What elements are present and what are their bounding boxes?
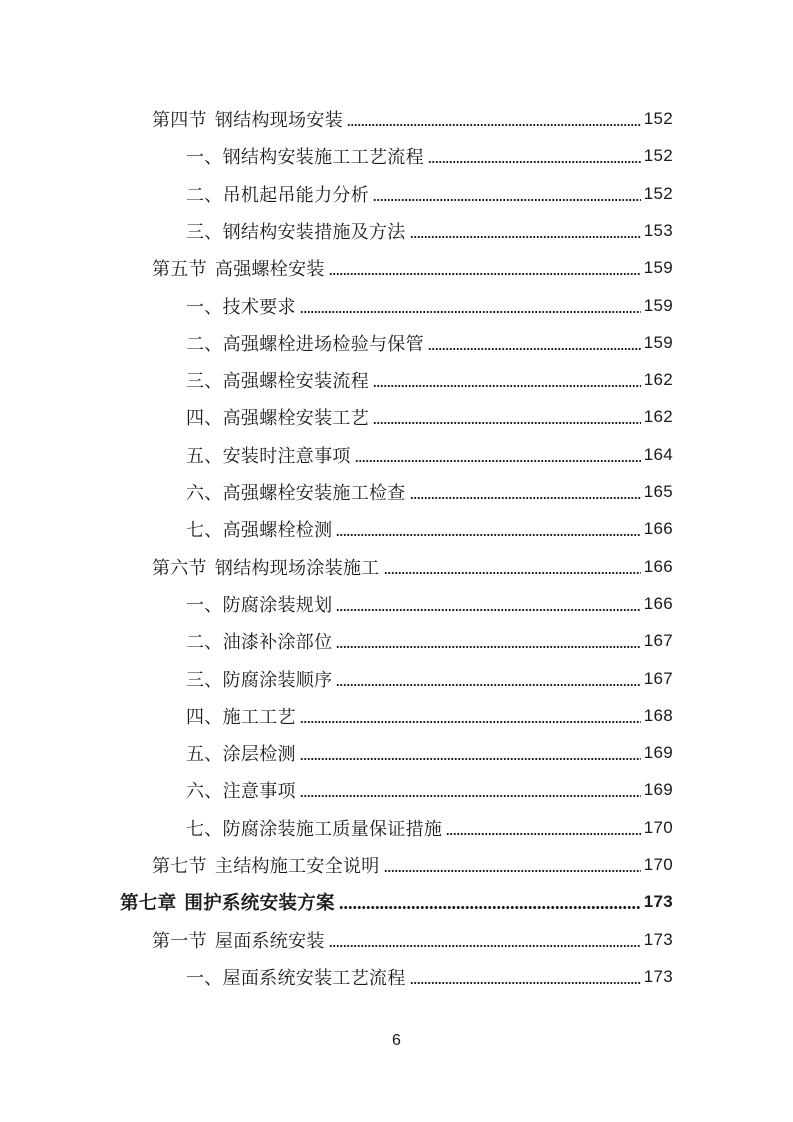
toc-entry-prefix: 三、 <box>186 221 223 243</box>
toc-entry-prefix: 一、 <box>186 296 223 318</box>
toc-entry-page-number: 173 <box>643 966 673 986</box>
toc-entry-title: 高强螺栓安装施工检查 <box>222 483 406 504</box>
toc-entry-prefix: 第一节 <box>152 930 207 952</box>
toc-entry-label <box>186 442 351 468</box>
toc-entry-title: 油漆补涂部位 <box>222 632 333 654</box>
toc-entry-prefix: 二、 <box>186 333 223 355</box>
toc-entry-label <box>186 964 406 990</box>
toc-entry-page-number: 153 <box>643 220 673 240</box>
toc-entry-title: 钢结构安装措施及方法 <box>222 221 406 243</box>
toc-entry-title: 注意事项 <box>222 781 296 803</box>
toc-entry-prefix: 二、 <box>186 632 223 654</box>
toc-entry-title: 高强螺栓检测 <box>222 520 333 542</box>
toc-entry-prefix: 一、 <box>186 147 223 169</box>
dot-leader <box>300 775 641 805</box>
toc-subsection-entry[interactable] <box>186 626 673 656</box>
dot-leader <box>300 701 641 731</box>
toc-entry-title: 钢结构安装施工工艺流程 <box>222 147 424 169</box>
toc-entry-page-number: 162 <box>643 370 673 390</box>
toc-entry-page-number: 152 <box>643 109 673 128</box>
toc-entry-page-number: 159 <box>643 258 673 278</box>
toc-entry-title: 施工工艺 <box>222 706 296 728</box>
dot-leader <box>355 440 641 470</box>
toc-subsection-entry[interactable] <box>186 775 673 805</box>
toc-entry-label <box>186 143 424 169</box>
toc-subsection-entry[interactable] <box>186 514 673 544</box>
toc-entry-prefix: 七、 <box>186 520 223 542</box>
toc-subsection-entry[interactable] <box>186 179 673 209</box>
toc-entry-page-number: 166 <box>643 556 673 576</box>
toc-entry-title: 高强螺栓安装 <box>214 259 325 281</box>
dot-leader <box>384 552 641 582</box>
toc-entry-title: 高强螺栓进场检验与保管 <box>222 333 424 355</box>
toc-entry-prefix: 七、 <box>186 818 223 840</box>
toc-entry-title: 安装时注意事项 <box>222 445 351 467</box>
toc-subsection-entry[interactable] <box>186 402 673 432</box>
toc-entry-page-number: 173 <box>643 892 673 912</box>
toc-entry-label <box>152 554 380 580</box>
toc-entry-label <box>186 293 296 319</box>
dot-leader <box>336 664 640 694</box>
toc-entry-title: 屋面系统安装 <box>214 930 325 952</box>
toc-entry-page-number: 173 <box>643 929 673 949</box>
toc-entry-page-number: 159 <box>643 295 673 315</box>
toc-entry-prefix: 第六节 <box>152 557 207 579</box>
toc-entry-page-number: 170 <box>643 855 673 874</box>
toc-section-entry[interactable] <box>152 925 673 955</box>
toc-entry-page-number: 170 <box>643 817 673 837</box>
toc-entry-label <box>186 815 442 841</box>
toc-subsection-entry[interactable] <box>186 962 673 992</box>
toc-subsection-entry[interactable] <box>186 738 673 768</box>
toc-entry-label <box>152 927 325 953</box>
page-number: 6 <box>392 1032 401 1049</box>
toc-entry-page-number: 152 <box>643 146 673 166</box>
toc-entry-page-number: 162 <box>643 407 673 427</box>
toc-entry-title: 高强螺栓安装流程 <box>222 371 370 393</box>
dot-leader <box>373 402 641 432</box>
dot-leader <box>446 813 641 843</box>
toc-entry-title: 技术要求 <box>222 296 296 318</box>
toc-entry-prefix: 三、 <box>186 371 223 393</box>
toc-chapter-entry[interactable] <box>120 887 673 917</box>
dot-leader <box>336 626 640 656</box>
dot-leader <box>373 365 641 395</box>
dot-leader <box>428 328 641 358</box>
toc-entry-label <box>186 330 424 356</box>
toc-entry-label <box>186 516 332 542</box>
toc-entry-title: 主结构施工安全说明 <box>214 856 380 877</box>
toc-subsection-entry[interactable] <box>186 365 673 395</box>
toc-entry-prefix: 第七节 <box>152 856 207 877</box>
toc-entry-title: 围护系统安装方案 <box>184 893 335 915</box>
toc-entry-prefix: 第四节 <box>152 110 207 131</box>
toc-entry-prefix: 第五节 <box>152 259 207 281</box>
toc-subsection-entry[interactable] <box>186 216 673 246</box>
dot-leader <box>336 514 640 544</box>
dot-leader <box>384 850 641 880</box>
dot-leader <box>300 738 641 768</box>
toc-entry-label <box>152 852 380 878</box>
toc-entry-title: 防腐涂装施工质量保证措施 <box>222 818 443 840</box>
toc-entry-label <box>186 367 369 393</box>
toc-entry-page-number: 168 <box>643 705 673 725</box>
toc-section-entry[interactable] <box>152 850 673 880</box>
toc-entry-label <box>186 703 296 729</box>
dot-leader <box>410 216 641 246</box>
toc-entry-title: 屋面系统安装工艺流程 <box>222 967 406 989</box>
toc-subsection-entry[interactable] <box>186 589 673 619</box>
toc-entry-label <box>186 479 406 505</box>
toc-entry-prefix: 六、 <box>186 483 223 504</box>
toc-entry-page-number: 164 <box>643 444 673 464</box>
toc-entry-title: 钢结构现场涂装施工 <box>214 557 380 579</box>
toc-subsection-entry[interactable] <box>186 477 673 507</box>
dot-leader <box>410 477 641 507</box>
toc-entry-prefix: 四、 <box>186 408 223 430</box>
toc-entry-prefix: 三、 <box>186 669 223 691</box>
toc-entry-prefix: 五、 <box>186 445 223 467</box>
dot-leader <box>428 141 641 171</box>
toc-entry-page-number: 166 <box>643 519 673 539</box>
toc-entry-label <box>120 889 335 915</box>
toc-entry-title: 高强螺栓安装工艺 <box>222 408 370 430</box>
toc-entry-page-number: 152 <box>643 183 673 203</box>
toc-entry-prefix: 一、 <box>186 594 223 616</box>
toc-entry-page-number: 166 <box>643 593 673 613</box>
toc-entry-prefix: 二、 <box>186 184 223 206</box>
toc-entry-page-number: 159 <box>643 332 673 352</box>
toc-entry-prefix: 五、 <box>186 744 223 766</box>
toc-entry-title: 涂层检测 <box>222 744 296 766</box>
toc-entry-page-number: 167 <box>643 631 673 651</box>
toc-entry-prefix: 第七章 <box>120 893 177 915</box>
dot-leader <box>339 887 641 917</box>
toc-entry-label <box>152 255 325 281</box>
toc-entry-prefix: 六、 <box>186 781 223 803</box>
toc-subsection-entry[interactable] <box>186 141 673 171</box>
toc-entry-title: 钢结构现场安装 <box>214 110 344 131</box>
dot-leader <box>329 253 641 283</box>
toc-section-entry[interactable] <box>152 253 673 283</box>
toc-entry-title: 防腐涂装顺序 <box>222 669 333 691</box>
dot-leader <box>329 925 641 955</box>
toc-subsection-entry[interactable] <box>186 664 673 694</box>
toc-entry-label <box>186 591 332 617</box>
toc-subsection-entry[interactable] <box>186 440 673 470</box>
toc-subsection-entry[interactable] <box>186 813 673 843</box>
toc-section-entry[interactable] <box>152 552 673 582</box>
dot-leader <box>300 291 641 321</box>
toc-entry-title: 防腐涂装规划 <box>222 594 333 616</box>
toc-entry-page-number: 165 <box>643 482 673 501</box>
dot-leader <box>336 589 640 619</box>
toc-entry-label <box>186 666 332 692</box>
toc-entry-title: 吊机起吊能力分析 <box>222 184 370 206</box>
toc-entry-prefix: 一、 <box>186 967 223 989</box>
toc-subsection-entry[interactable] <box>186 328 673 358</box>
toc-subsection-entry[interactable] <box>186 291 673 321</box>
toc-entry-page-number: 169 <box>643 743 673 763</box>
toc-entry-page-number: 167 <box>643 668 673 688</box>
toc-subsection-entry[interactable] <box>186 701 673 731</box>
toc-entry-page-number: 169 <box>643 780 673 800</box>
toc-entry-label <box>186 404 369 430</box>
toc-entry-label <box>186 181 369 207</box>
toc-entry-label <box>186 777 296 803</box>
dot-leader <box>347 104 641 134</box>
toc-section-entry[interactable] <box>152 104 673 134</box>
toc-entry-label <box>186 740 296 766</box>
toc-entry-prefix: 四、 <box>186 706 223 728</box>
toc-entry-label <box>186 628 332 654</box>
toc-entry-label <box>152 106 343 132</box>
dot-leader <box>373 179 641 209</box>
dot-leader <box>410 962 641 992</box>
toc-entry-label <box>186 218 406 244</box>
